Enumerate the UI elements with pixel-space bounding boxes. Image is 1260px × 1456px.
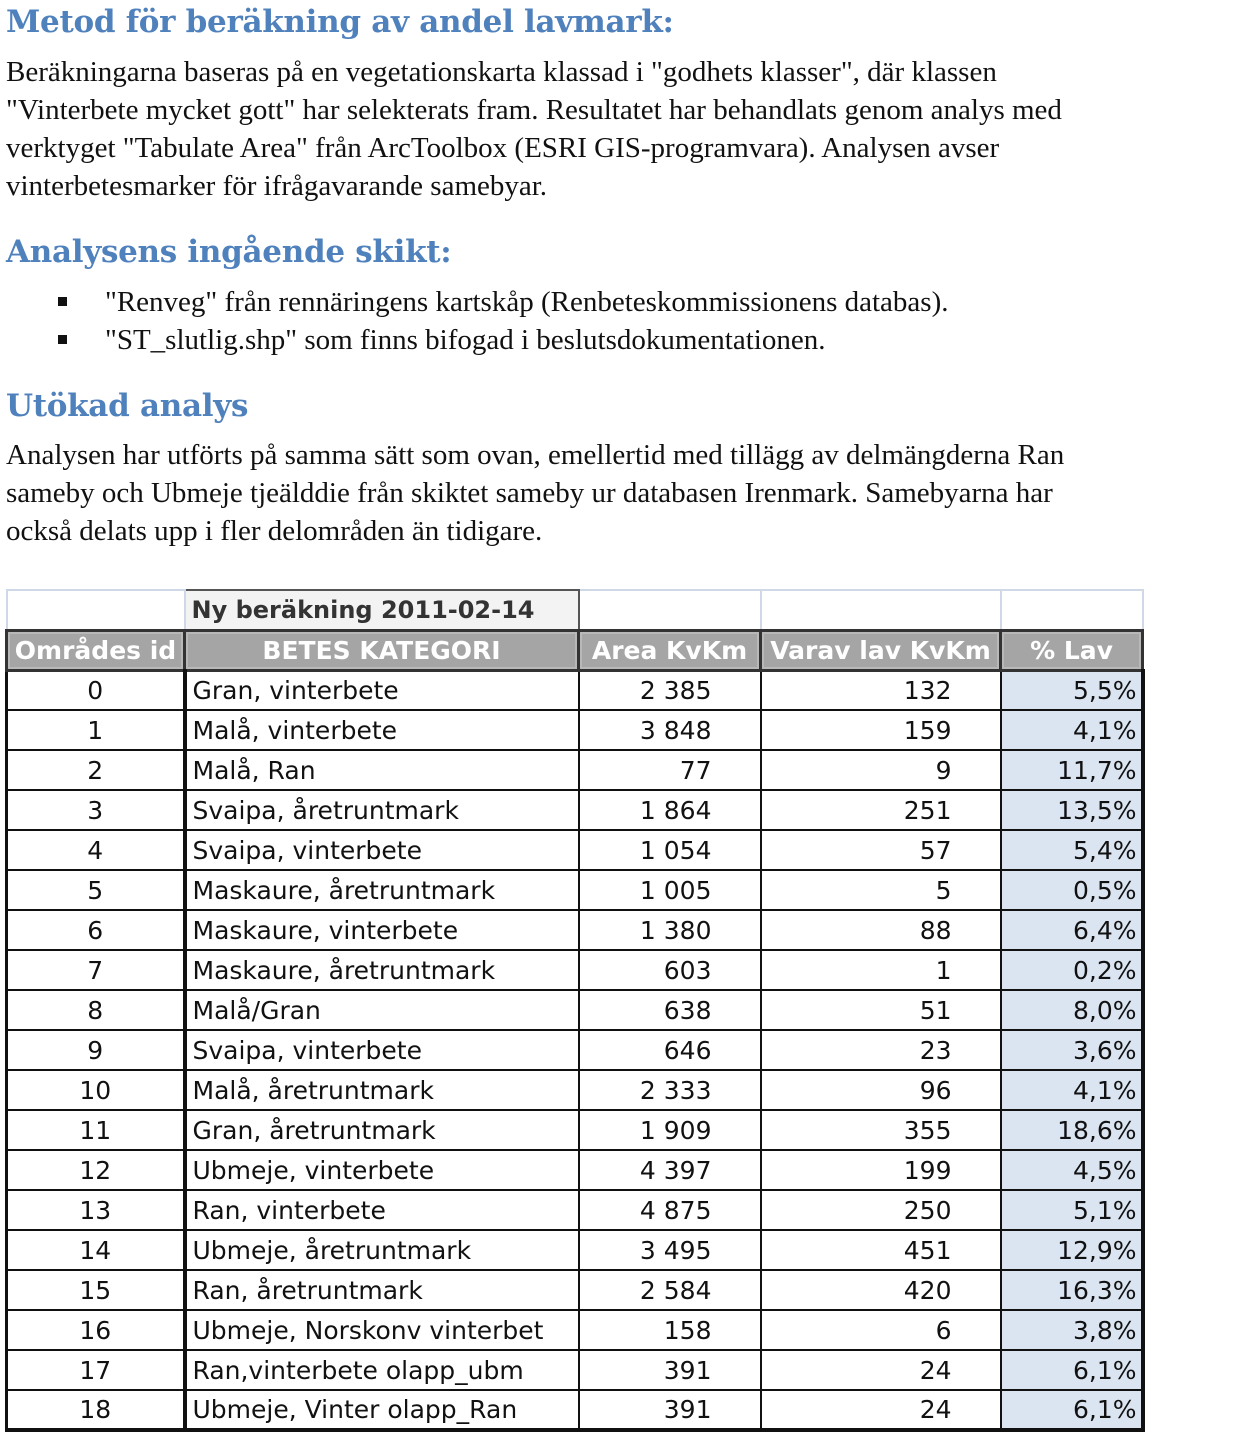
cell-pct-lav: 0,5% bbox=[1001, 870, 1143, 910]
cell-betes-kategori: Maskaure, åretruntmark bbox=[185, 950, 579, 990]
cell-varav-lav: 9 bbox=[761, 750, 1001, 790]
column-header-pct-lav: % Lav bbox=[1001, 630, 1143, 670]
table-row bbox=[7, 950, 1143, 990]
cell-varav-lav: 24 bbox=[761, 1350, 1001, 1390]
table-row bbox=[7, 1030, 1143, 1070]
cell-varav-lav: 23 bbox=[761, 1030, 1001, 1070]
table-row bbox=[7, 1110, 1143, 1150]
table-row bbox=[7, 1390, 1143, 1430]
method-line: vinterbetesmarker för ifrågavarande samebyar. bbox=[6, 170, 548, 202]
table-row bbox=[7, 990, 1143, 1030]
empty-cell bbox=[1001, 590, 1143, 630]
cell-area: 77 bbox=[579, 750, 761, 790]
cell-betes-kategori: Malå, vinterbete bbox=[185, 710, 579, 750]
cell-pct-lav: 8,0% bbox=[1001, 990, 1143, 1030]
cell-area: 2 584 bbox=[579, 1270, 761, 1310]
table-row bbox=[7, 1270, 1143, 1310]
cell-varav-lav: 159 bbox=[761, 710, 1001, 750]
cell-pct-lav: 4,1% bbox=[1001, 1070, 1143, 1110]
cell-omrades-id: 16 bbox=[7, 1310, 185, 1350]
extended-line: sameby och Ubmeje tjeälddie från skiktet sameby ur databasen Irenmark. Samebyarna har bbox=[6, 477, 1053, 509]
list-item bbox=[0, 283, 949, 321]
cell-omrades-id: 13 bbox=[7, 1190, 185, 1230]
cell-varav-lav: 96 bbox=[761, 1070, 1001, 1110]
cell-varav-lav: 420 bbox=[761, 1270, 1001, 1310]
bullet-square-icon bbox=[58, 297, 67, 306]
layers-heading: Analysens ingående skikt: bbox=[6, 234, 452, 270]
cell-pct-lav: 3,8% bbox=[1001, 1310, 1143, 1350]
cell-pct-lav: 6,1% bbox=[1001, 1390, 1143, 1430]
list-item bbox=[0, 321, 949, 359]
cell-pct-lav: 16,3% bbox=[1001, 1270, 1143, 1310]
cell-omrades-id: 14 bbox=[7, 1230, 185, 1270]
cell-pct-lav: 3,6% bbox=[1001, 1030, 1143, 1070]
table-row bbox=[7, 1310, 1143, 1350]
cell-betes-kategori: Ubmeje, Norskonv vinterbet bbox=[185, 1310, 579, 1350]
cell-area: 2 333 bbox=[579, 1070, 761, 1110]
list-item-text: "Renveg" från rennäringens kartskåp (Renbeteskommissionens databas). bbox=[105, 286, 949, 318]
cell-area: 1 380 bbox=[579, 910, 761, 950]
lavmark-table bbox=[5, 589, 1145, 1432]
cell-pct-lav: 5,1% bbox=[1001, 1190, 1143, 1230]
cell-varav-lav: 250 bbox=[761, 1190, 1001, 1230]
table-row bbox=[7, 870, 1143, 910]
cell-area: 391 bbox=[579, 1390, 761, 1430]
table-row bbox=[7, 1350, 1143, 1390]
column-header-area: Area KvKm bbox=[579, 630, 761, 670]
cell-pct-lav: 4,5% bbox=[1001, 1150, 1143, 1190]
cell-pct-lav: 0,2% bbox=[1001, 950, 1143, 990]
list-item-text: "ST_slutlig.shp" som finns bifogad i beslutsdokumentationen. bbox=[105, 324, 826, 356]
table-row bbox=[7, 710, 1143, 750]
cell-varav-lav: 451 bbox=[761, 1230, 1001, 1270]
table-row bbox=[7, 910, 1143, 950]
cell-area: 638 bbox=[579, 990, 761, 1030]
table-row bbox=[7, 1070, 1143, 1110]
cell-area: 3 495 bbox=[579, 1230, 761, 1270]
cell-varav-lav: 5 bbox=[761, 870, 1001, 910]
cell-betes-kategori: Ran, vinterbete bbox=[185, 1190, 579, 1230]
extended-line: också delats upp i fler delområden än tidigare. bbox=[6, 515, 543, 547]
cell-betes-kategori: Gran, vinterbete bbox=[185, 670, 579, 710]
cell-varav-lav: 51 bbox=[761, 990, 1001, 1030]
cell-pct-lav: 13,5% bbox=[1001, 790, 1143, 830]
cell-pct-lav: 18,6% bbox=[1001, 1110, 1143, 1150]
extended-line: Analysen har utförts på samma sätt som ovan, emellertid med tillägg av delmängderna Ran bbox=[6, 439, 1065, 471]
layers-list bbox=[0, 283, 949, 359]
cell-betes-kategori: Ubmeje, Vinter olapp_Ran bbox=[185, 1390, 579, 1430]
table-row bbox=[7, 1150, 1143, 1190]
method-paragraph bbox=[6, 53, 1260, 205]
extended-paragraph bbox=[6, 436, 1260, 550]
cell-pct-lav: 11,7% bbox=[1001, 750, 1143, 790]
cell-betes-kategori: Ubmeje, vinterbete bbox=[185, 1150, 579, 1190]
cell-omrades-id: 6 bbox=[7, 910, 185, 950]
table-row bbox=[7, 790, 1143, 830]
cell-omrades-id: 0 bbox=[7, 670, 185, 710]
table-row bbox=[7, 1190, 1143, 1230]
method-line: "Vinterbete mycket gott" har selekterats fram. Resultatet har behandlats genom analys med bbox=[6, 94, 1062, 126]
cell-omrades-id: 8 bbox=[7, 990, 185, 1030]
cell-area: 1 054 bbox=[579, 830, 761, 870]
table-row bbox=[7, 830, 1143, 870]
cell-area: 3 848 bbox=[579, 710, 761, 750]
cell-pct-lav: 6,1% bbox=[1001, 1350, 1143, 1390]
cell-varav-lav: 6 bbox=[761, 1310, 1001, 1350]
cell-pct-lav: 12,9% bbox=[1001, 1230, 1143, 1270]
table-title-row bbox=[7, 590, 1143, 630]
table-row bbox=[7, 750, 1143, 790]
method-heading: Metod för beräkning av andel lavmark: bbox=[6, 4, 674, 40]
cell-area: 603 bbox=[579, 950, 761, 990]
cell-area: 1 005 bbox=[579, 870, 761, 910]
cell-betes-kategori: Maskaure, åretruntmark bbox=[185, 870, 579, 910]
table-row bbox=[7, 670, 1143, 710]
cell-omrades-id: 1 bbox=[7, 710, 185, 750]
cell-varav-lav: 199 bbox=[761, 1150, 1001, 1190]
cell-omrades-id: 2 bbox=[7, 750, 185, 790]
method-line: Beräkningarna baseras på en vegetationskarta klassad i "godhets klasser", där klassen bbox=[6, 56, 997, 88]
cell-varav-lav: 57 bbox=[761, 830, 1001, 870]
cell-omrades-id: 3 bbox=[7, 790, 185, 830]
cell-omrades-id: 7 bbox=[7, 950, 185, 990]
cell-omrades-id: 11 bbox=[7, 1110, 185, 1150]
cell-pct-lav: 5,4% bbox=[1001, 830, 1143, 870]
cell-betes-kategori: Svaipa, vinterbete bbox=[185, 830, 579, 870]
cell-betes-kategori: Svaipa, åretruntmark bbox=[185, 790, 579, 830]
cell-betes-kategori: Maskaure, vinterbete bbox=[185, 910, 579, 950]
cell-area: 158 bbox=[579, 1310, 761, 1350]
cell-omrades-id: 12 bbox=[7, 1150, 185, 1190]
cell-varav-lav: 88 bbox=[761, 910, 1001, 950]
extended-heading: Utökad analys bbox=[6, 388, 249, 424]
table-row bbox=[7, 1230, 1143, 1270]
cell-omrades-id: 4 bbox=[7, 830, 185, 870]
empty-cell bbox=[579, 590, 761, 630]
cell-betes-kategori: Svaipa, vinterbete bbox=[185, 1030, 579, 1070]
table-title: Ny beräkning 2011-02-14 bbox=[185, 590, 579, 630]
cell-betes-kategori: Ubmeje, åretruntmark bbox=[185, 1230, 579, 1270]
cell-betes-kategori: Ran, åretruntmark bbox=[185, 1270, 579, 1310]
table-header-row bbox=[7, 630, 1143, 670]
bullet-square-icon bbox=[58, 335, 67, 344]
method-line: verktyget "Tabulate Area" från ArcToolbox (ESRI GIS-programvara). Analysen avser bbox=[6, 132, 1000, 164]
cell-varav-lav: 24 bbox=[761, 1390, 1001, 1430]
column-header-betes-kategori: BETES KATEGORI bbox=[185, 630, 579, 670]
cell-varav-lav: 355 bbox=[761, 1110, 1001, 1150]
cell-betes-kategori: Malå/Gran bbox=[185, 990, 579, 1030]
cell-pct-lav: 6,4% bbox=[1001, 910, 1143, 950]
cell-betes-kategori: Malå, Ran bbox=[185, 750, 579, 790]
cell-omrades-id: 10 bbox=[7, 1070, 185, 1110]
cell-omrades-id: 5 bbox=[7, 870, 185, 910]
cell-omrades-id: 15 bbox=[7, 1270, 185, 1310]
column-header-omrades-id: Områdes id bbox=[7, 630, 185, 670]
cell-area: 4 875 bbox=[579, 1190, 761, 1230]
empty-cell bbox=[761, 590, 1001, 630]
cell-area: 1 909 bbox=[579, 1110, 761, 1150]
column-header-varav-lav: Varav lav KvKm bbox=[761, 630, 1001, 670]
cell-varav-lav: 132 bbox=[761, 670, 1001, 710]
cell-area: 2 385 bbox=[579, 670, 761, 710]
cell-omrades-id: 17 bbox=[7, 1350, 185, 1390]
cell-pct-lav: 5,5% bbox=[1001, 670, 1143, 710]
cell-betes-kategori: Malå, åretruntmark bbox=[185, 1070, 579, 1110]
cell-betes-kategori: Gran, åretruntmark bbox=[185, 1110, 579, 1150]
empty-cell bbox=[7, 590, 185, 630]
cell-omrades-id: 9 bbox=[7, 1030, 185, 1070]
cell-area: 646 bbox=[579, 1030, 761, 1070]
cell-omrades-id: 18 bbox=[7, 1390, 185, 1430]
cell-varav-lav: 1 bbox=[761, 950, 1001, 990]
cell-area: 4 397 bbox=[579, 1150, 761, 1190]
cell-varav-lav: 251 bbox=[761, 790, 1001, 830]
cell-area: 1 864 bbox=[579, 790, 761, 830]
cell-pct-lav: 4,1% bbox=[1001, 710, 1143, 750]
cell-betes-kategori: Ran,vinterbete olapp_ubm bbox=[185, 1350, 579, 1390]
cell-area: 391 bbox=[579, 1350, 761, 1390]
